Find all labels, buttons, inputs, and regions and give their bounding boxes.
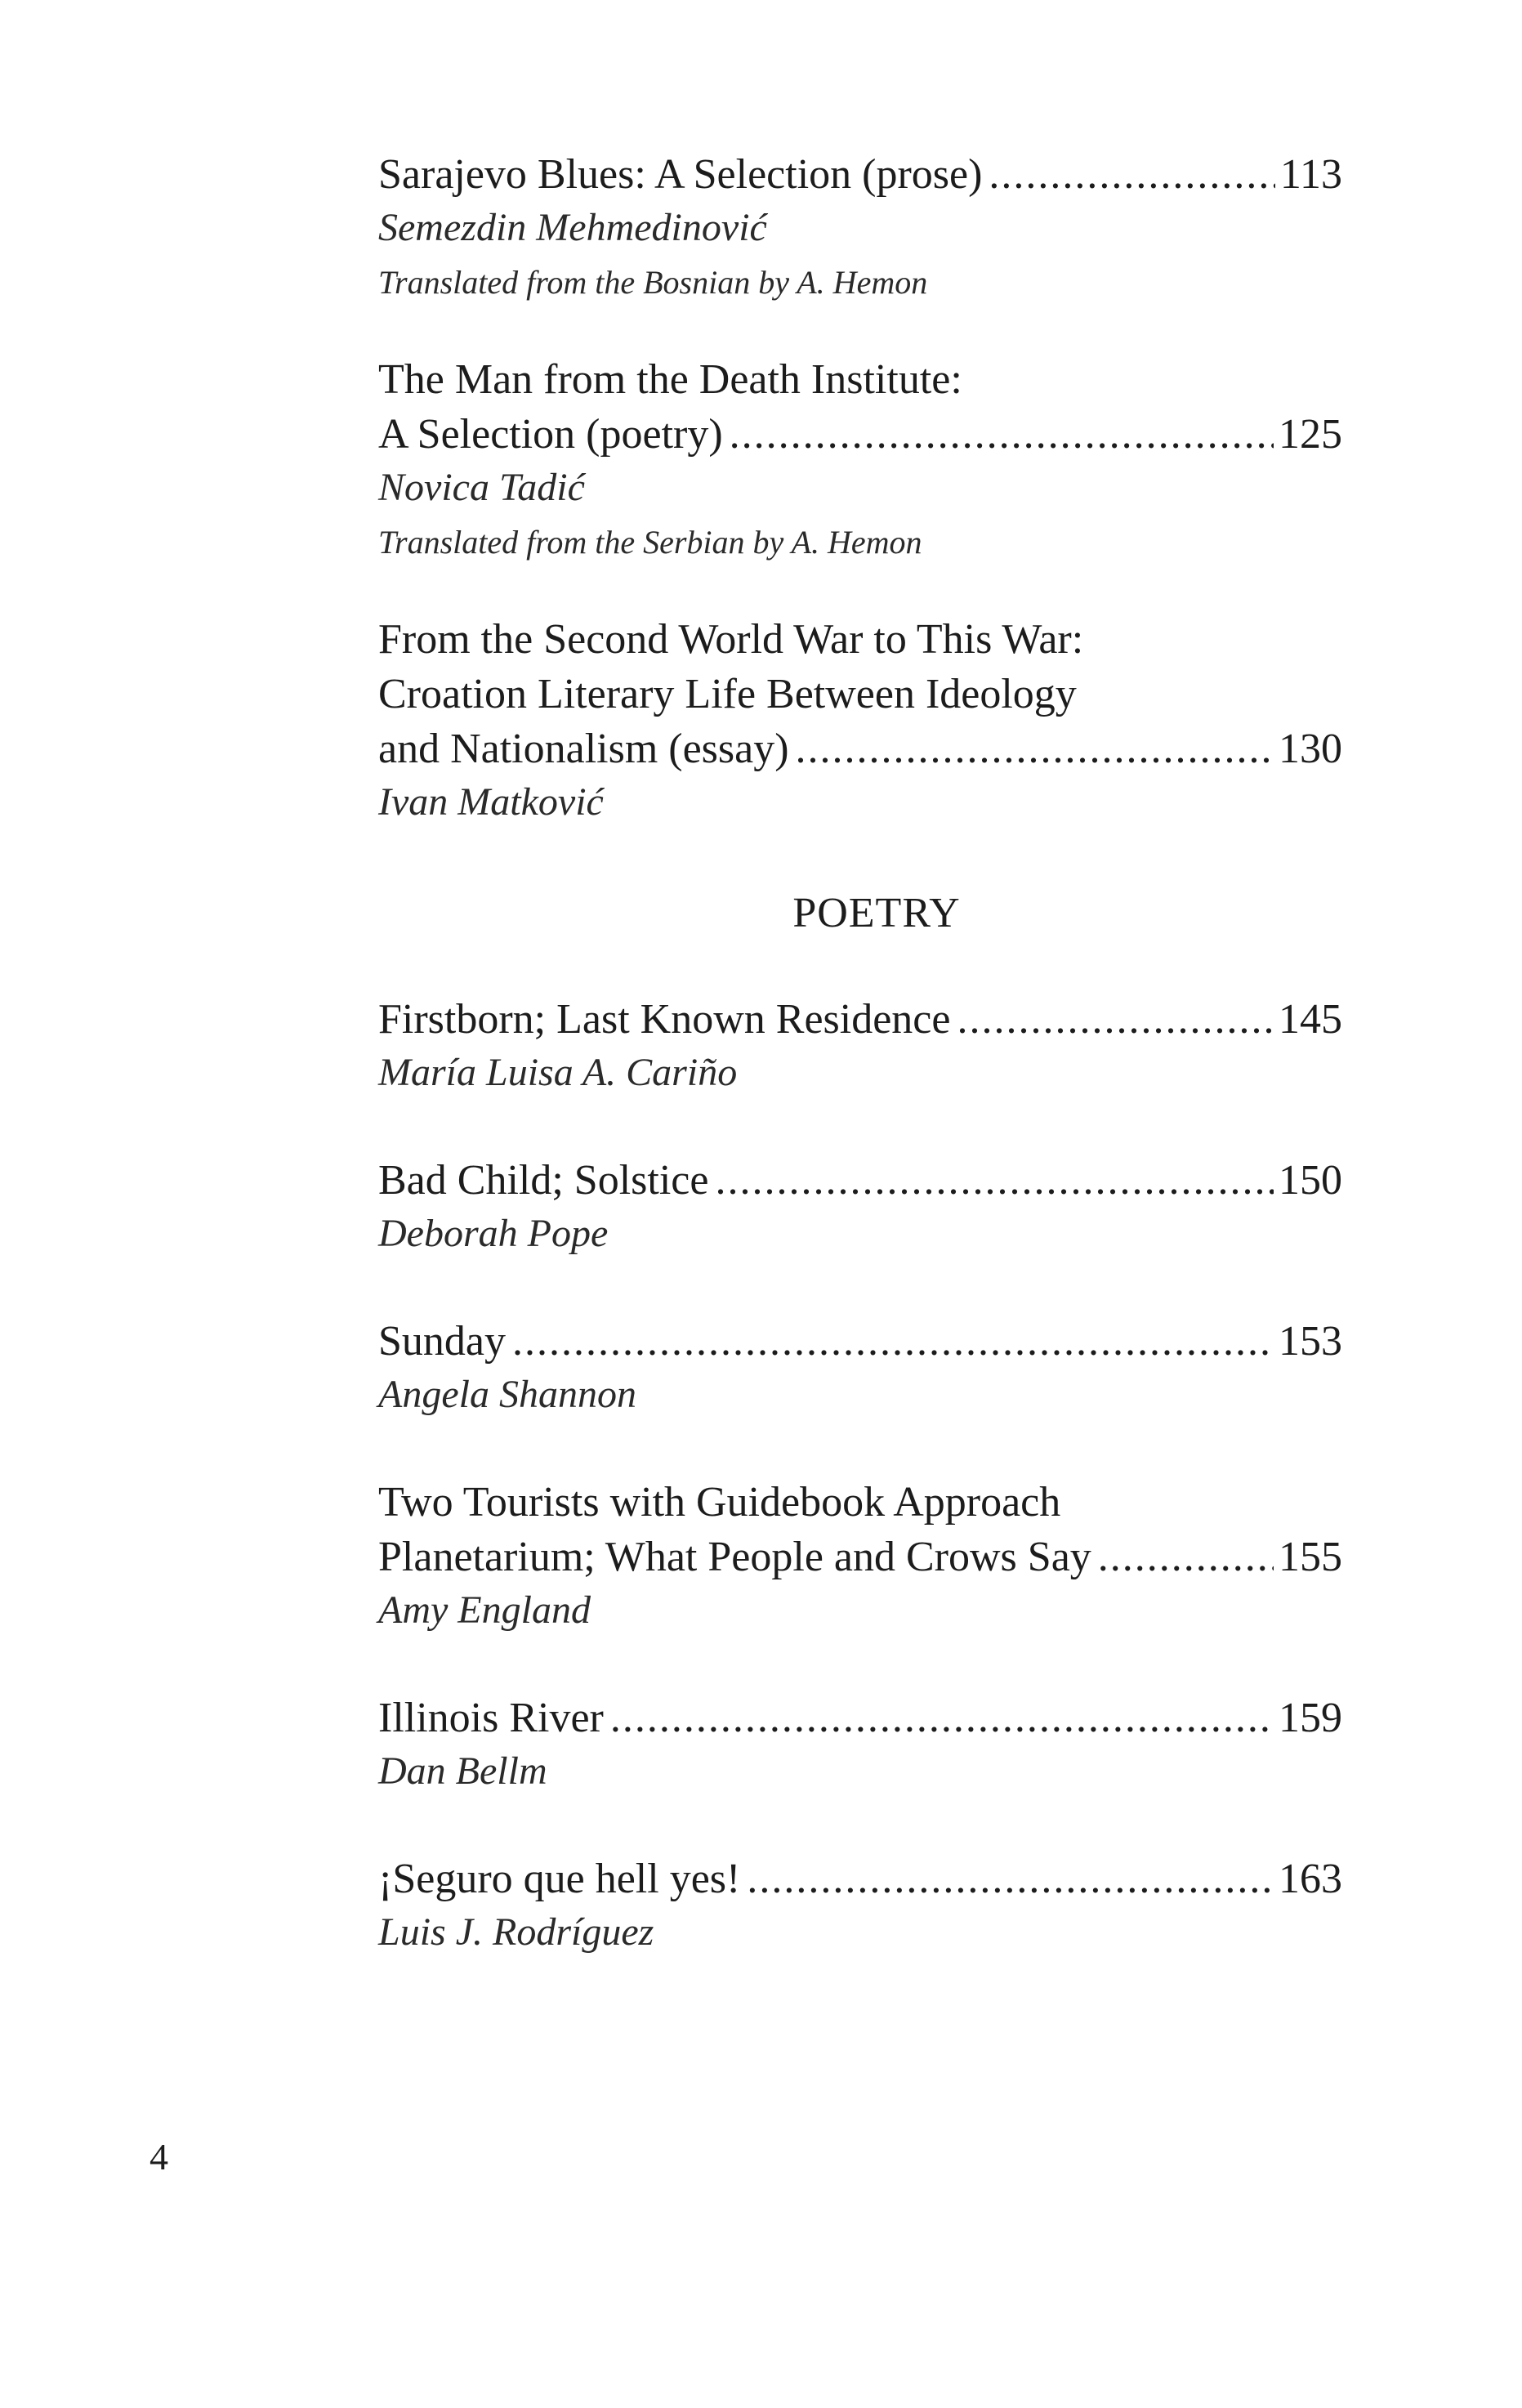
entry-page-number: 150 (1279, 1157, 1342, 1204)
entry-title: Planetarium; What People and Crows Say (378, 1534, 1091, 1580)
entry-translator: Translated from the Serbian by A. Hemon (378, 524, 922, 561)
dot-leader (747, 1852, 1274, 1906)
entry-title: ¡Seguro que hell yes! (378, 1856, 741, 1902)
entry-title: From the Second World War to This War: (378, 616, 1084, 663)
toc-entry-illinois-river (378, 1691, 1342, 1798)
entry-title: Bad Child; Solstice (378, 1157, 709, 1204)
entry-title-line (378, 1691, 1342, 1745)
toc-entry-sunday (378, 1314, 1342, 1421)
toc-entry-firstborn (378, 992, 1342, 1099)
dot-leader (730, 407, 1274, 462)
toc-entry-two-tourists (378, 1475, 1342, 1637)
entry-title: and Nationalism (essay) (378, 726, 789, 772)
dot-leader (796, 722, 1274, 776)
entry-title-line (378, 1153, 1342, 1208)
entry-title: A Selection (poetry) (378, 411, 723, 458)
entry-title-line (378, 147, 1342, 202)
entry-title: Two Tourists with Guidebook Approach (378, 1479, 1061, 1526)
entry-title-line (378, 1314, 1342, 1369)
toc-entry-death-institute (378, 352, 1342, 571)
entry-page-number: 145 (1279, 996, 1342, 1043)
dot-leader (989, 147, 1275, 202)
page-number-folio: 4 (150, 2136, 168, 2178)
dot-leader (512, 1314, 1274, 1369)
entry-title: Illinois River (378, 1695, 604, 1741)
entry-page-number: 113 (1279, 151, 1342, 198)
entry-author: Semezdin Mehmedinović (378, 206, 767, 249)
entry-page-number: 163 (1279, 1856, 1342, 1902)
toc-entry-seguro-que (378, 1852, 1342, 1959)
entry-page-number: 159 (1279, 1695, 1342, 1741)
entry-author: María Luisa A. Cariño (378, 1051, 738, 1094)
entry-title-line (378, 667, 1342, 722)
entry-author: Angela Shannon (378, 1373, 636, 1416)
entry-title-line (378, 407, 1342, 462)
toc-entry-sarajevo-blues (378, 147, 1342, 311)
entry-author: Amy England (378, 1588, 591, 1632)
dot-leader (715, 1153, 1274, 1208)
entry-title: Sunday (378, 1318, 506, 1365)
toc-entry-bad-child (378, 1153, 1342, 1260)
entry-title: Firstborn; Last Known Residence (378, 996, 951, 1043)
entry-title-line (378, 612, 1342, 667)
dot-leader (1098, 1530, 1274, 1584)
entry-page-number: 125 (1279, 411, 1342, 458)
section-heading-poetry: POETRY (792, 890, 961, 936)
entry-title-line (378, 1852, 1342, 1906)
entry-title-line (378, 722, 1342, 776)
entry-author: Luis J. Rodríguez (378, 1910, 654, 1954)
entry-author: Ivan Matković (378, 780, 604, 824)
dot-leader (957, 992, 1274, 1047)
toc-entry-second-world-war (378, 612, 1342, 829)
entry-author: Deborah Pope (378, 1212, 609, 1255)
entry-author: Dan Bellm (378, 1749, 547, 1793)
entry-title: Sarajevo Blues: A Selection (prose) (378, 151, 983, 198)
entry-author: Novica Tadić (378, 466, 585, 509)
dot-leader (610, 1691, 1274, 1745)
entry-title-line (378, 1475, 1342, 1530)
entry-title: The Man from the Death Institute: (378, 356, 962, 403)
entry-page-number: 155 (1279, 1534, 1342, 1580)
entry-translator: Translated from the Bosnian by A. Hemon (378, 264, 928, 301)
entry-title: Croation Literary Life Between Ideology (378, 671, 1077, 717)
entry-title-line (378, 992, 1342, 1047)
entry-page-number: 153 (1279, 1318, 1342, 1365)
entry-title-line (378, 352, 1342, 407)
toc-content (378, 147, 1342, 1959)
entry-title-line (378, 1530, 1342, 1584)
entry-page-number: 130 (1279, 726, 1342, 772)
